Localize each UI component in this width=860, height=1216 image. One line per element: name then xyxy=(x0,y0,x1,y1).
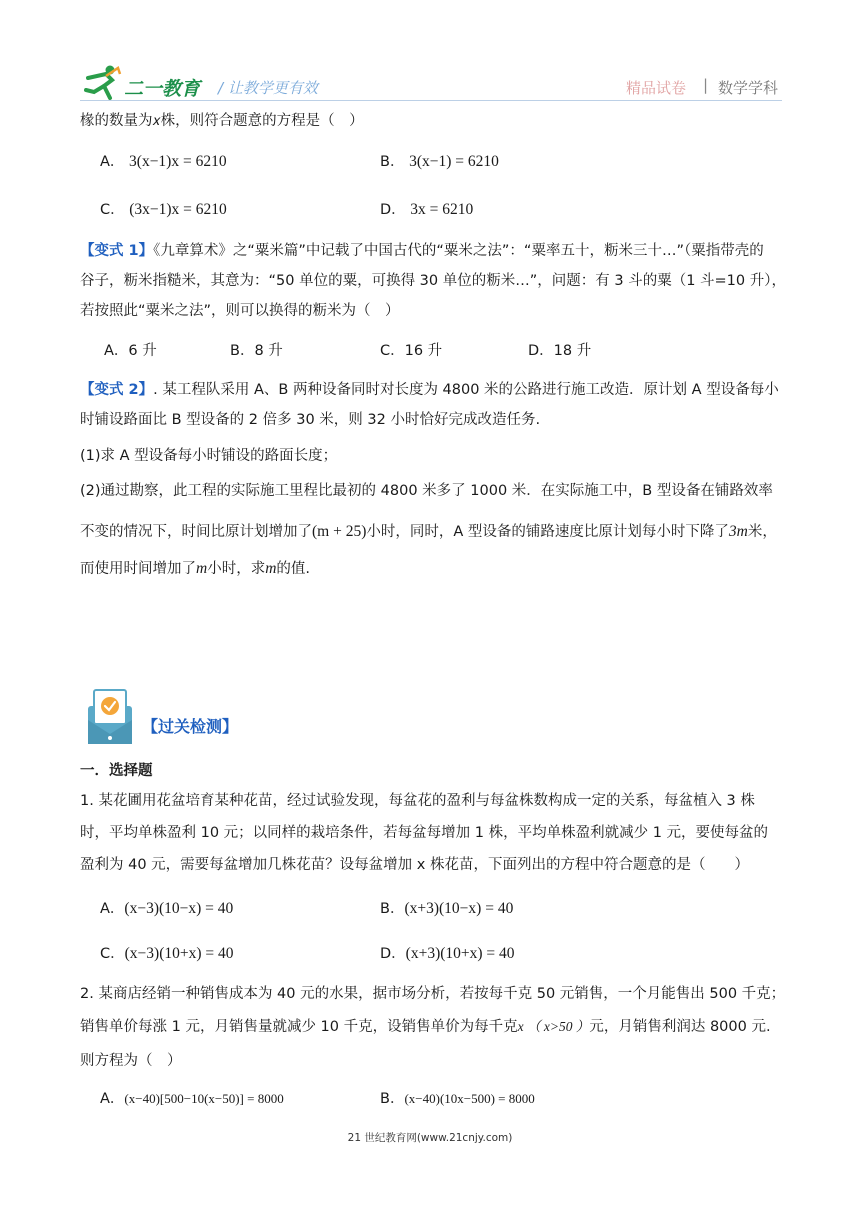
variant2-q2-line2: 不变的情况下，时间比原计划增加了(m + 25)小时，同时，A 型设备的铺路速度比原计划每小时下降了3m米， xyxy=(80,523,777,540)
variant1-tag: 【变式 1】 xyxy=(80,243,154,259)
footer-source: 21 世纪教育网(www.21cnjy.com) xyxy=(347,1132,513,1144)
option-c-label: C． xyxy=(100,202,125,218)
option-c-expr: (3x−1)x = 6210 xyxy=(129,201,227,218)
variant1-option-d: D．18 升 xyxy=(528,343,592,359)
header-divider: | xyxy=(703,76,709,94)
variant2-q1: (1)求 A 型设备每小时铺设的路面长度； xyxy=(80,448,338,464)
expr-3m: 3m xyxy=(728,523,748,540)
option-b-label: B． xyxy=(380,154,405,170)
section-heading: 一．选择题 xyxy=(80,763,153,779)
expr-m-2: m xyxy=(265,560,277,577)
logo-text: 二一教育 xyxy=(124,78,201,100)
option-b-expr: 3(x−1) = 6210 xyxy=(409,153,499,170)
variant1-line1: 【变式 1】《九章算术》之“粟米篇”中记载了中国古代的“粟米之法”：“粟率五十，粝米三十…”（粟指带壳的 xyxy=(80,243,764,259)
option-b xyxy=(380,150,499,171)
q2-option-a: A．(x−40)[500−10(x−50)] = 8000 xyxy=(100,1091,284,1107)
option-a-label: A． xyxy=(100,154,125,170)
runner-logo-icon xyxy=(80,64,124,100)
variant2-line2: 时铺设路面比 B 型设备的 2 倍多 30 米，则 32 小时恰好完成改造任务. xyxy=(80,412,541,428)
expr-m-plus-25: (m + 25) xyxy=(312,523,367,540)
q1-line2: 时，平均单株盈利 10 元；以同样的栽培条件，若每盆每增加 1 株，平均单株盈利就减少 1 元，要使每盆的 xyxy=(80,825,769,841)
option-d xyxy=(380,198,473,219)
header xyxy=(0,0,860,110)
q2-line2: 销售单价每涨 1 元，月销售量就减少 10 千克，设销售单价为每千克x （ x>50 ）元，月销售利润达 8000 元. xyxy=(80,1019,771,1035)
expr-m: m xyxy=(196,560,208,577)
variant1-option-c: C．16 升 xyxy=(380,343,443,359)
checkpoint-title: 【过关检测】 xyxy=(142,717,239,736)
q1-line3: 盈利为 40 元，需要每盆增加几株花苗？设每盆增加 x 株花苗，下面列出的方程中符合题意的是（ ） xyxy=(80,857,749,873)
q1-option-b: B．(x+3)(10−x) = 40 xyxy=(380,900,514,917)
option-d-label: D． xyxy=(380,202,406,218)
option-c xyxy=(100,198,227,219)
variant2-tag: 【变式 2】 xyxy=(80,382,154,398)
variant2-q2-line1: (2)通过勘察，此工程的实际施工里程比最初的 4800 米多了 1000 米．在实际施工中，B 型设备在铺路效率 xyxy=(80,483,773,499)
q1-option-c: C．(x−3)(10+x) = 40 xyxy=(100,945,234,962)
q2-line3: 则方程为（ ） xyxy=(80,1053,182,1069)
option-d-expr: 3x = 6210 xyxy=(410,201,474,218)
header-label-premium: 精品试卷 xyxy=(626,79,687,97)
slogan: / 让教学更有效 xyxy=(218,79,318,97)
header-label-subject: 数学学科 xyxy=(718,79,779,97)
variant1-option-b: B．8 升 xyxy=(230,343,283,359)
variant1-line3: 若按照此“粟米之法”，则可以换得的粝米为（ ） xyxy=(80,303,400,319)
variant1-option-a: A．6 升 xyxy=(104,343,157,359)
option-a xyxy=(100,150,227,171)
q1-line1: 1. 某花圃用花盆培育某种花苗，经过试验发现，每盆花的盈利与每盆株数构成一定的关系，每盆植入 3 株 xyxy=(80,793,755,809)
q2-line1: 2. 某商店经销一种销售成本为 40 元的水果，据市场分析，若按每千克 50 元销售，一个月能售出 500 千克； xyxy=(80,986,786,1002)
q1-option-a: A．(x−3)(10−x) = 40 xyxy=(100,900,234,917)
variant1-line2: 谷子，粝米指糙米，其意为：“50 单位的粟，可换得 30 单位的粝米…”，问题：有 3 斗的粟（1 斗=10 升）， xyxy=(80,273,786,289)
q2-option-b: B．(x−40)(10x−500) = 8000 xyxy=(380,1091,535,1107)
header-rule xyxy=(80,100,782,101)
option-a-expr: 3(x−1)x = 6210 xyxy=(129,153,227,170)
intro-line: 椽的数量为𝑥株，则符合题意的方程是（ ） xyxy=(80,113,364,129)
variant2-line1: 【变式 2】. 某工程队采用 A、B 两种设备同时对长度为 4800 米的公路进行施工改造．原计划 A 型设备每小 xyxy=(80,382,779,398)
envelope-check-icon xyxy=(84,686,136,748)
variant2-q2-line3: 而使用时间增加了m小时，求m的值. xyxy=(80,560,311,577)
q1-option-d: D．(x+3)(10+x) = 40 xyxy=(380,945,515,962)
expr-x-range: x （ x>50 ） xyxy=(517,1019,590,1034)
